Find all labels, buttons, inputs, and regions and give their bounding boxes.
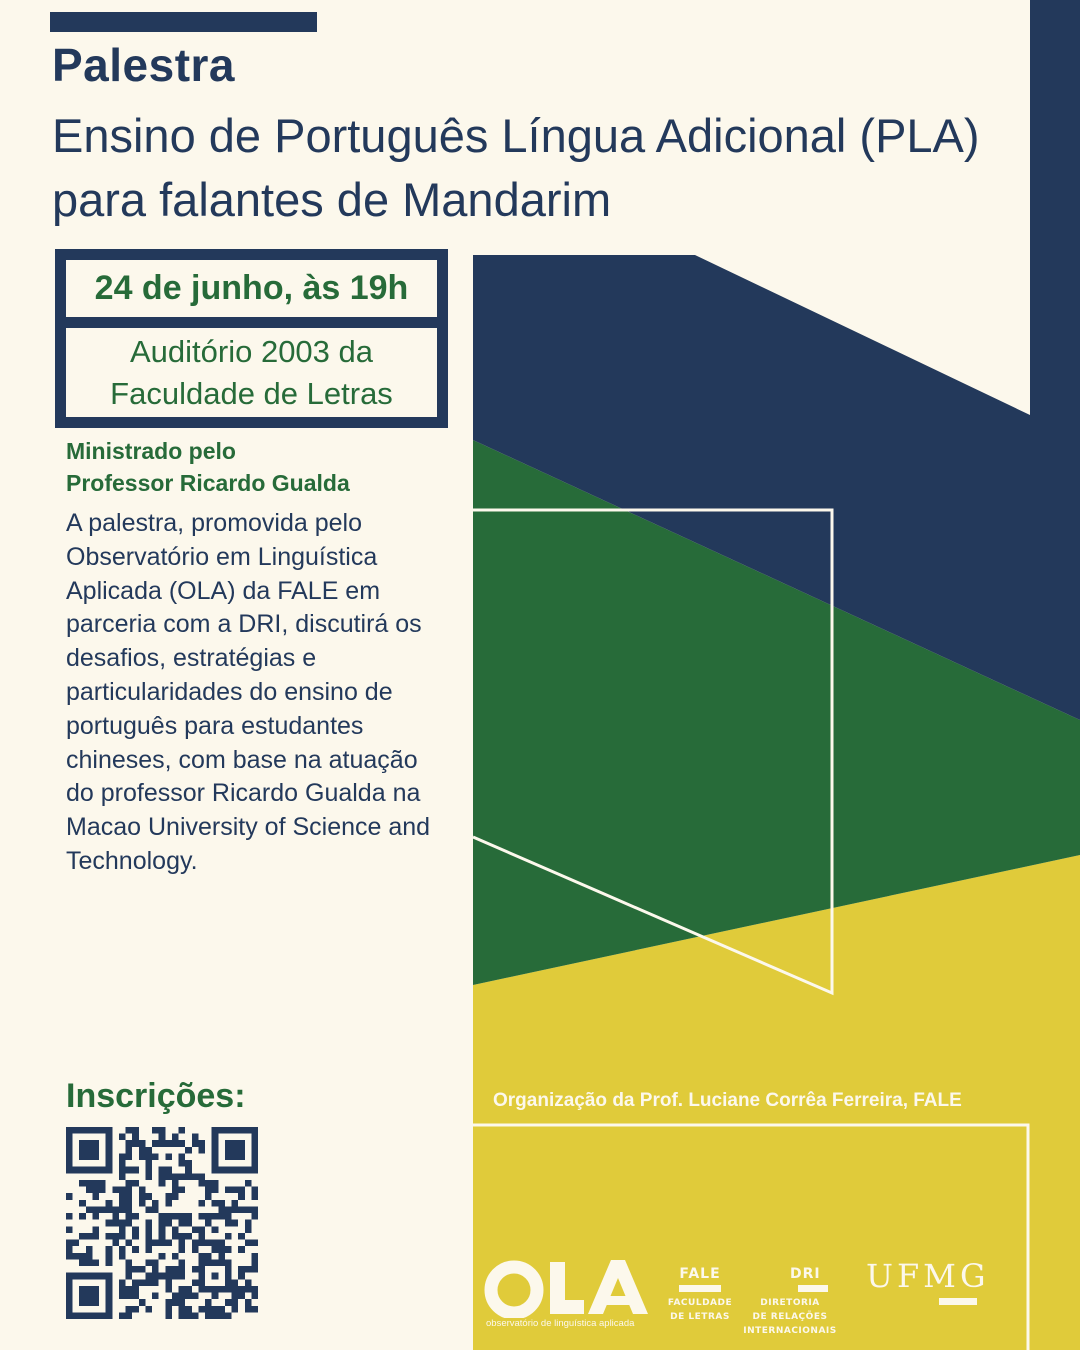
dri-line-3: INTERNACIONAIS (743, 1326, 837, 1336)
event-title: Ensino de Português Língua Adicional (PLA) para falantes de Mandarim (52, 109, 980, 226)
dri-line-1: DIRETORIA (760, 1298, 820, 1308)
fale-abbr: FALE (679, 1266, 721, 1282)
ufmg-wordmark: UFMG (866, 1257, 990, 1295)
event-venue (66, 328, 437, 417)
event-date: 24 de junho, às 19h (66, 260, 437, 317)
ola-wordmark-icon (484, 1256, 649, 1318)
venue-line-2: Faculdade de Letras (110, 375, 393, 411)
top-accent-bar (50, 12, 317, 32)
qr-code-icon[interactable] (66, 1127, 258, 1319)
ola-logo (484, 1256, 652, 1332)
dri-bar (798, 1285, 828, 1292)
speaker-credit (66, 435, 350, 499)
venue-line-1: Auditório 2003 da (129, 333, 374, 369)
speaker-line-1: Ministrado pelo (66, 438, 236, 464)
dri-line-2: DE RELAÇÕES (752, 1312, 828, 1322)
event-info-box (55, 249, 448, 428)
ufmg-bar (939, 1298, 977, 1305)
ola-subtitle: observatório de linguística aplicada (486, 1318, 635, 1329)
ufmg-logo (866, 1257, 1021, 1307)
fale-line-2: DE LETRAS (670, 1312, 730, 1322)
fale-line-1: FACULDADE (667, 1298, 733, 1308)
dri-logo (740, 1266, 840, 1338)
dri-abbr: DRI (790, 1266, 821, 1282)
organization-credit: Organização da Prof. Luciane Corrêa Ferreira, FALE (493, 1090, 962, 1111)
registration-label: Inscrições: (66, 1077, 246, 1115)
event-description: A palestra, promovida pelo Observatório em Linguística Aplicada (OLA) da FALE em parceria com a DRI, discutirá os desafios, estratégias e particularidades do ensino de português para estudantes chineses, com base na atuação do professor Ricardo Gualda na Macao University of Science and Technology. (66, 509, 431, 875)
event-kicker: Palestra (52, 39, 236, 91)
speaker-line-2: Professor Ricardo Gualda (66, 470, 350, 496)
fale-logo (664, 1266, 736, 1324)
fale-bar (679, 1285, 721, 1292)
